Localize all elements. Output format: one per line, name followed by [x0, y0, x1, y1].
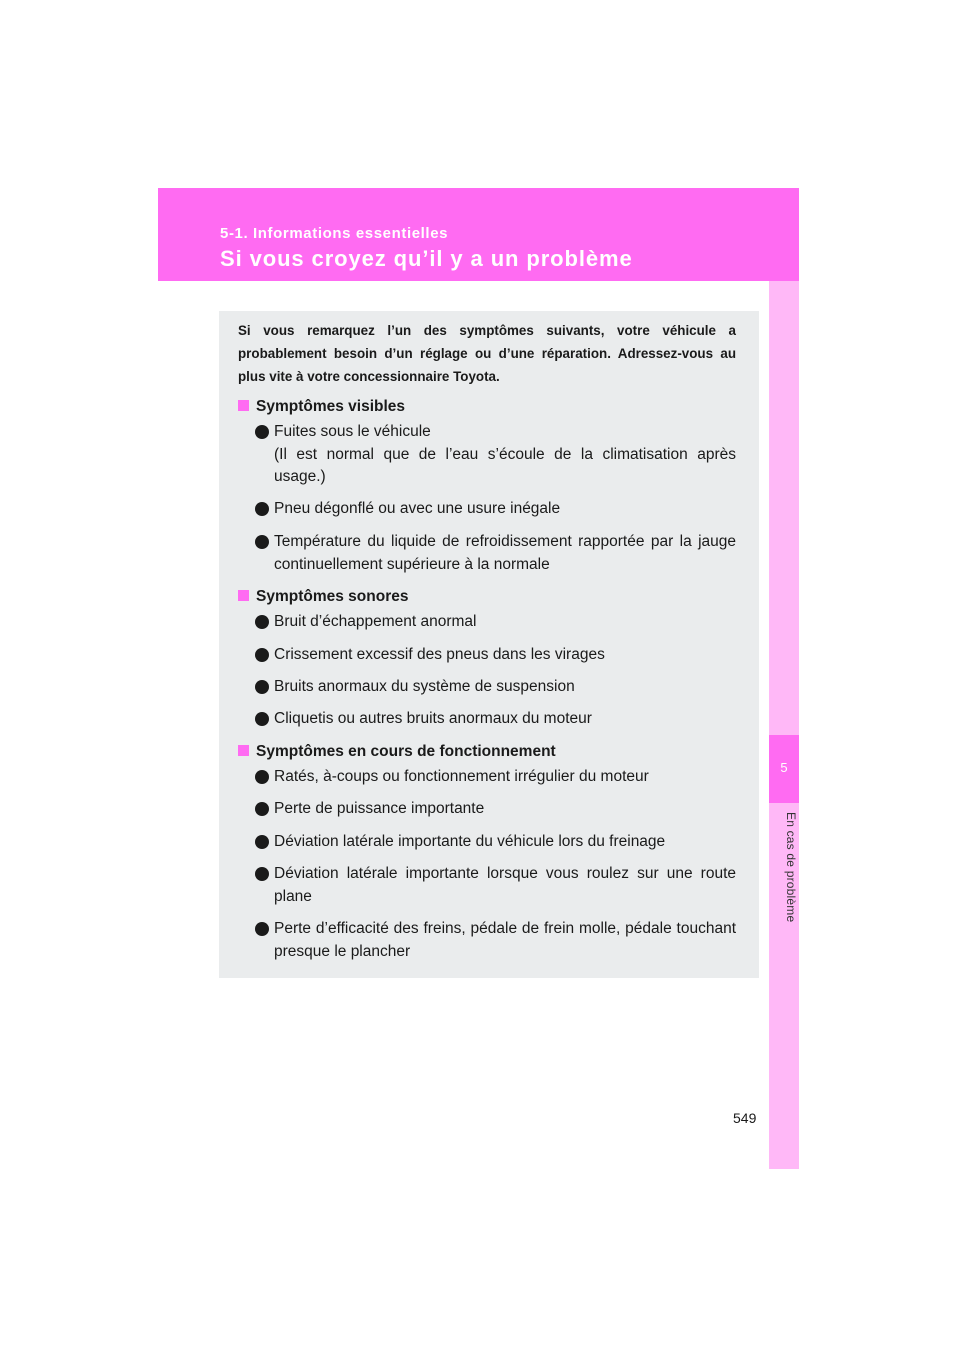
- round-bullet-icon: [255, 835, 269, 849]
- round-bullet-icon: [255, 680, 269, 694]
- round-bullet-icon: [255, 502, 269, 516]
- round-bullet-icon: [255, 770, 269, 784]
- square-bullet-icon: [238, 400, 249, 411]
- round-bullet-icon: [255, 425, 269, 439]
- chapter-number: 5: [780, 760, 788, 775]
- round-bullet-icon: [255, 922, 269, 936]
- square-bullet-icon: [238, 745, 249, 756]
- round-bullet-icon: [255, 712, 269, 726]
- section-heading-label: Symptômes visibles: [256, 398, 406, 415]
- list-item-text: Fuites sous le véhicule (Il est normal que de l’eau s’écoule de la climatisation après usage.): [274, 423, 736, 485]
- list-item-text: Pneu dégonflé ou avec une usure inégale: [274, 500, 561, 517]
- section-label: 5-1. Informations essentielles: [220, 225, 449, 242]
- list-item: [255, 918, 736, 963]
- chapter-side-tab: [769, 281, 799, 1169]
- list-item-text: Bruits anormaux du système de suspension: [274, 678, 575, 695]
- list-item: [255, 531, 736, 576]
- list-item: [255, 798, 736, 821]
- round-bullet-icon: [255, 535, 269, 549]
- list-item: [255, 498, 736, 521]
- list-item-text: Cliquetis ou autres bruits anormaux du moteur: [274, 710, 592, 727]
- list-item-text: Perte d’efficacité des freins, pédale de frein molle, pédale touchant presque le plancher: [274, 920, 736, 960]
- round-bullet-icon: [255, 867, 269, 881]
- round-bullet-icon: [255, 648, 269, 662]
- section-heading-label: Symptômes en cours de fonctionnement: [256, 743, 556, 760]
- list-item: [255, 831, 736, 854]
- list-item-text: Perte de puissance importante: [274, 800, 485, 817]
- list-item-text: Ratés, à-coups ou fonctionnement irrégulier du moteur: [274, 768, 649, 785]
- round-bullet-icon: [255, 615, 269, 629]
- list-item-text: Déviation latérale importante du véhicule lors du freinage: [274, 833, 666, 850]
- page-number: 549: [733, 1110, 757, 1126]
- list-item: [255, 863, 736, 908]
- list-item-text: Déviation latérale importante lorsque vous roulez sur une route plane: [274, 865, 736, 905]
- list-item: [255, 421, 736, 489]
- round-bullet-icon: [255, 802, 269, 816]
- list-item-text: Bruit d’échappement anormal: [274, 613, 477, 630]
- list-item: [255, 766, 736, 789]
- section-heading-label: Symptômes sonores: [256, 588, 409, 605]
- list-item: [255, 611, 736, 634]
- section-heading-operation: [238, 742, 556, 762]
- section-heading-visible: [238, 397, 405, 417]
- list-item-text: Température du liquide de refroidissement rapportée par la jauge continuellement supérieure à la normale: [274, 533, 736, 573]
- square-bullet-icon: [238, 590, 249, 601]
- list-item: [255, 644, 736, 667]
- section-heading-sound: [238, 587, 408, 607]
- page-title: Si vous croyez qu’il y a un problème: [220, 246, 633, 271]
- chapter-title: En cas de problème: [784, 812, 798, 923]
- list-item-text: Crissement excessif des pneus dans les virages: [274, 646, 605, 663]
- intro-paragraph: Si vous remarquez l’un des symptômes suivants, votre véhicule a probablement besoin d’un réglage ou d’une réparation. Adressez-vous au plus vite à votre concessionnaire Toyota.: [238, 323, 736, 384]
- list-item: [255, 676, 736, 699]
- list-item: [255, 708, 736, 731]
